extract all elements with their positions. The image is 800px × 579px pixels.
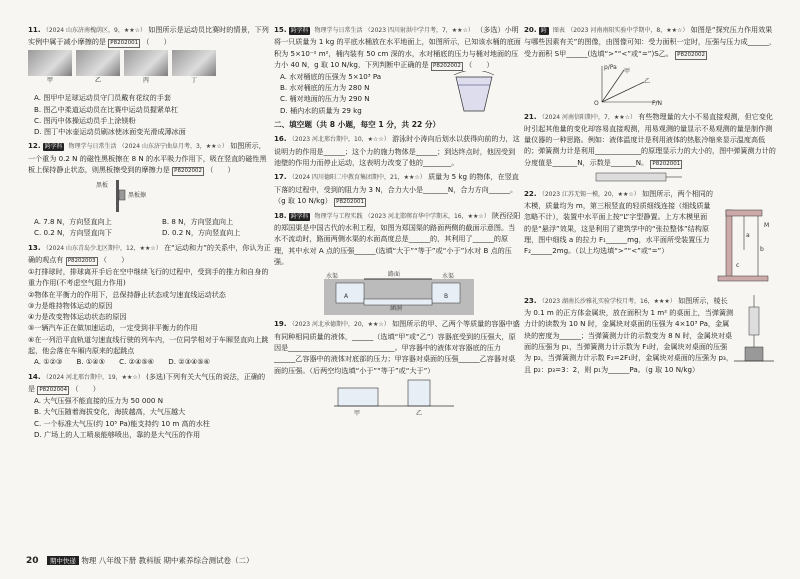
- top-beam: [726, 210, 762, 216]
- metal-block: [745, 347, 763, 361]
- question-text: 游泳时小涛向后划水以获得向前的力，这说明力的作用是______；这个力的施力物体是______；到达终点时，他因受到池壁的作用力而停止运动，这表明力改变了他的________。: [274, 134, 520, 167]
- point-b-label: B: [444, 293, 449, 301]
- question-source: （2024 四川德阳二中教育集团期中，21，★★☆）: [288, 174, 426, 182]
- column-left: [28, 24, 272, 443]
- statement: ②物体在平衡力的作用下，总保持静止状态或匀速直线运动状态: [28, 289, 226, 299]
- question-21: [524, 111, 776, 185]
- containers-figure: [334, 378, 522, 418]
- question-code: P8202001: [652, 160, 681, 167]
- statement: ①打排球时，排球离开手后在空中继续飞行的过程中，受到手的推力和自身的重力作用(不考虑空气阻力作用): [28, 266, 269, 288]
- options: A. ①②③ B. ①④⑤ C. ②④⑤⑥ D. ②③④⑤⑥: [34, 357, 211, 367]
- question-17: [274, 171, 522, 207]
- blackboard-label: 黑板: [96, 182, 109, 190]
- statement: ⑥在一列沿平直轨道匀速直线行驶的列车内，一位同学相对于车厢竖直向上跳起，他会落在车厢内原来的起跳点: [28, 334, 269, 356]
- question-source: （2024 山东济南槐荫区，9，★★☆）: [42, 27, 146, 34]
- label-b: b: [760, 245, 764, 253]
- answer-blank: （ ）: [71, 383, 100, 393]
- right-channel-label: 水渠: [442, 273, 455, 281]
- culvert-label: 涵洞: [390, 305, 403, 313]
- option: B. 水对桶底的压力为 280 N: [280, 83, 370, 93]
- origin-label: O: [594, 99, 599, 107]
- option: D. 广场上的人工喷泉能够喷出，靠的是大气压的作用: [34, 429, 201, 439]
- question-19: [274, 318, 522, 417]
- question-11: [28, 24, 272, 137]
- option: A. 大气压强不能直接的压力为 50 000 N: [34, 395, 163, 405]
- question-code: P8202002: [677, 51, 705, 58]
- bucket-handle: [454, 71, 494, 75]
- question-number: 19.: [274, 319, 287, 329]
- label-a: a: [746, 231, 750, 239]
- line-yi: [602, 82, 644, 102]
- left-channel-label: 水渠: [326, 273, 339, 281]
- question-number: 15.: [274, 25, 287, 34]
- bucket-shape: [456, 77, 492, 111]
- spring-block-diagram: [734, 295, 774, 375]
- question-number: 14.: [28, 371, 41, 381]
- option: C. 桶对地面的压力为 290 N: [280, 94, 370, 104]
- eraser-label: 黑板擦: [128, 192, 147, 200]
- question-text: 如图是“探究压力作用效果与哪些因素有关”的图像，由图像可知：受力面积一定时，压强与压力成______，受力面积 S甲______(选填“>”“<”或“=”)S乙。: [524, 25, 776, 58]
- point-a-label: A: [344, 293, 349, 301]
- sports-photos: [28, 50, 272, 90]
- y-axis-label: p/Pa: [604, 63, 617, 71]
- blackboard-figure: [28, 178, 272, 214]
- statement: ④力是改变物体运动状态的原因: [28, 312, 127, 322]
- series-yi-label: 乙: [644, 77, 651, 85]
- option: B. 图乙中柔道运动员在比赛中运动员握紧单杠: [34, 104, 179, 114]
- question-text: 如图所示，一个重为 0.2 N 的磁性黑板擦在 8 N 的水平吸力作用下，吸在竖直的磁性黑板上保持静止状态，则黑板擦受到的摩擦力是: [28, 141, 267, 175]
- series-jia-label: 甲: [624, 67, 631, 75]
- page-footer: [26, 555, 253, 566]
- bucket-diagram: [444, 71, 504, 115]
- question-text: 质量为 5 kg 的物体，在竖直下落的过程中，受到的阻力为 3 N，合力大小是_______N，合力方向______。（g 取 10 N/kg）: [274, 172, 519, 205]
- subject-tag: 跨: [540, 28, 547, 34]
- eraser-shape: [119, 190, 125, 200]
- containers-diagram: [334, 378, 454, 410]
- photo-goalkeeper-glove: 甲: [28, 50, 72, 76]
- question-source: （2024 山东青岛少北区期中，12，★★☆）: [42, 244, 162, 252]
- question-number: 18.: [274, 210, 287, 220]
- question-source: （2023 江苏无锡一模，20，★★☆）: [538, 190, 640, 198]
- blackboard-shape: [116, 180, 119, 212]
- question-number: 17.: [274, 172, 287, 182]
- option: D. 0.2 N，方向竖直向上: [162, 228, 241, 238]
- edition-label: 教科版: [138, 556, 162, 565]
- options-row: [28, 216, 272, 227]
- container-yi-label: 乙: [416, 409, 423, 417]
- option: C. 图丙中体操运动员手上涂镁粉: [34, 115, 136, 125]
- subject-tag: 跨学科: [290, 213, 309, 220]
- answer-blank: （ ）: [142, 37, 171, 47]
- spring-scale: [749, 307, 759, 335]
- question-source: （2024 河南信阳期中，7，★★☆）: [538, 113, 636, 121]
- photo-gymnast-chalk: 丙: [124, 50, 168, 76]
- question-source: （2023 河南南阳实验中学期中，8，★★☆）: [567, 27, 689, 34]
- spring-scale-svg: [594, 171, 684, 183]
- question-source: （2023 河北邢台期中，10，★☆☆）: [288, 136, 390, 144]
- container-yi: [408, 380, 430, 406]
- option: B. 8 N，方向竖直向上: [162, 217, 234, 227]
- question-number: 13.: [28, 242, 41, 252]
- q23-body: [524, 295, 776, 375]
- question-14: [28, 371, 272, 440]
- tag-label: 物理学与日常生活: [314, 27, 363, 34]
- question-text: 在“运动和力”的关系中，你认为正确的观点有: [28, 242, 271, 264]
- question-code: P8202003: [67, 257, 96, 264]
- question-text: 如图所示，棱长为 0.1 m 的正方体金属块，放在面积为 1 m² 的桌面上，当弹簧测力计的读数为 10 N 时，金属块对桌面的压强为 4×10³ Pa，金属块的密度为______；当弹簧测力计的示数变为 8 N 时，金属块对桌面的压强为 p₁，当弹簧测力计示数为 F₁时，金属块对桌面的压强为 p₂，当弹簧测力计示数 F₂=2F₁时，金属块对桌面的压强为 p₃，且 p₂：p₃=3：2，则 p₁为______Pa。（g 取 10 N/kg）: [524, 295, 734, 374]
- question-text: 如图所示，两个相同的木模，质量均为 m，第三根竖直的轻质细线连接（细线质量忽略不计），装置中水平面上按“L”字型静置。上方木模里面的是“悬浮”效果，这是利用了建筑学中的“张拉整体”结构原理，图中细线 a 的拉力 F₁______mg，水平面所受装置压力 F₂______2mg。（以上均选填“>”“<”或“=”）: [524, 188, 713, 256]
- question-source: （2023 四川射洪中学月考，7，★★☆）: [364, 27, 474, 34]
- question-text: 有些物理量的大小不易直接观测，但它变化时引起其他量的变化却容易直接观测，用易观测的量显示不易观测的量是制作测量仪器的一种思路。例如：液体温度计是利用液体的热胀冷缩来显示温度高低的；弹簧测力计是利用_____________的原理显示力的大小的，图中弹簧测力计的分度值是_______N，示数是_______N。: [524, 111, 776, 167]
- x-axis-label: F/N: [652, 99, 662, 107]
- option: C. 0.2 N，方向竖直向下: [34, 228, 112, 238]
- series-name: 期中快递: [47, 556, 79, 565]
- question-code: P8202001: [336, 198, 364, 205]
- question-16: [274, 133, 522, 168]
- question-18: [274, 210, 522, 315]
- option: A. 水对桶底的压强为 5×10³ Pa: [280, 71, 382, 81]
- question-text: 如图所示的甲、乙两个等质量的容器中盛有同种相同质量的液体，______（选填“甲”或“乙”）容器底受到的压强大，原因是______________________________。甲容器中的液体对容器底的压力______乙容器中的液体对底部的压力；甲容器对桌面的压强______乙容器对桌面的压强。（后两空均选填“小于”“等于”或“大于”）: [274, 319, 520, 375]
- subject-tag: 跨学科: [44, 144, 63, 151]
- option: C. 一个标准大气压(约 10⁵ Pa)能支持约 10 m 高的水柱: [34, 418, 210, 428]
- question-number: 11.: [28, 25, 41, 34]
- question-text: （多选）小明将一只质量为 1 kg 的平底水桶放在水平地面上，如图所示，已知该水桶的底面积为 5×10⁻² m²，桶内装有 50 cm 深的水，水对桶底的压力与桶对地面的压力小 40 N，g 取 10 N/kg，下列判断中正确的是: [274, 25, 521, 69]
- option: D. 图丁中冰壶运动员刷冰使冰面变光滑成薄冰面: [34, 127, 186, 137]
- question-source: （2024 河北邢台期中，19，★★☆）: [42, 373, 144, 381]
- spring-scale-body: [596, 173, 666, 181]
- question-number: 20.: [524, 25, 537, 34]
- tensegrity-figure: [714, 190, 774, 290]
- question-number: 22.: [524, 188, 537, 198]
- question-22: [524, 188, 776, 292]
- base-beam: [718, 276, 768, 281]
- statement: ③力是维持物体运动的原因: [28, 300, 113, 310]
- tag-label: 图表: [552, 27, 565, 34]
- answer-blank: （ ）: [465, 59, 494, 69]
- question-12: [28, 140, 272, 238]
- canal-figure: [324, 269, 522, 315]
- question-number: 23.: [524, 295, 537, 305]
- question-code: P8202001: [110, 40, 139, 47]
- page-number: 20: [26, 556, 39, 566]
- container-jia-label: 甲: [354, 409, 361, 417]
- question-text: 如图所示是运动员比赛时的情景，下列实例中属于减小摩擦的是: [28, 25, 269, 47]
- section-heading: 二、填空题（共 8 小题，每空 1 分，共 22 分）: [274, 120, 441, 130]
- option: A. 7.8 N，方向竖直向上: [34, 217, 112, 227]
- question-number: 12.: [28, 141, 41, 151]
- photo-judo: 乙: [76, 50, 120, 76]
- answer-blank: （ ）: [99, 254, 129, 264]
- options-row: [28, 227, 272, 238]
- question-source: （2023 湖南长沙雅礼实验学校月考，16，★★★）: [538, 297, 676, 305]
- statement: ⑤一辆汽车正在做加速运动，一定受到非平衡力的作用: [28, 323, 198, 333]
- road-label: 路面: [388, 271, 401, 279]
- tag-label: 物理学与日常生活: [68, 143, 117, 151]
- question-code: P8202002: [174, 168, 202, 175]
- question-23: [524, 295, 776, 375]
- option: B. 大气压随着海拔变化，海拔越高，大气压越大: [34, 407, 186, 417]
- q15-options: [274, 71, 444, 116]
- question-source: （2023 河北承德期中，20，★★☆）: [288, 321, 390, 329]
- q23-text: [524, 295, 734, 375]
- question-15: [274, 24, 522, 116]
- question-text: (多选)下列有关大气压的说法，正确的是: [28, 371, 266, 393]
- question-code: P8202004: [39, 386, 68, 393]
- question-number: 16.: [274, 134, 287, 144]
- question-source: （2023 河北邯郸育华中学期末，16，★★☆）: [364, 212, 490, 220]
- subject-tag: 跨学科: [290, 28, 309, 34]
- q22-text: [524, 188, 714, 292]
- question-13: [28, 242, 272, 368]
- answer-blank: （ ）: [206, 165, 235, 175]
- tensegrity-svg: [714, 190, 774, 290]
- q15-body: [274, 71, 522, 116]
- test-title: 期中素养综合测试卷（二）: [163, 556, 254, 565]
- subject-label: 物理: [81, 556, 97, 565]
- q22-body: [524, 188, 776, 292]
- column-right: [524, 24, 776, 378]
- option: D. 桶内水的质量为 29 kg: [280, 105, 362, 115]
- column-middle: [274, 24, 522, 421]
- question-number: 21.: [524, 111, 537, 121]
- container-jia: [338, 388, 378, 406]
- spring-scale-figure: [594, 171, 776, 185]
- tag-label: 物理学与工程实践: [314, 212, 363, 220]
- upright-post: [726, 210, 732, 280]
- label-m: M: [764, 221, 770, 229]
- grade-label: 八年级下册: [98, 556, 137, 565]
- option: A. 图甲中足球运动员守门员戴有花纹的手套: [34, 93, 171, 103]
- photo-curling: 丁: [172, 50, 216, 76]
- left-channel: [336, 283, 364, 303]
- question-code: P8202002: [433, 62, 461, 69]
- pressure-graph: [594, 62, 776, 108]
- line-jia: [602, 70, 624, 102]
- question-text: 陕西径阳的郑国渠是中国古代的水利工程，如图为郑国渠的路面两侧的截面示意图。当水不流动时，路面两侧水渠的水面高度总是______的，其利用了______的原理，其中水对 A 点的压强______(选填“大于”“等于”或“小于”)水对 B 点的压强。: [274, 210, 521, 267]
- question-20: [524, 24, 776, 108]
- question-source: （2024 山东济宁曲阜月考，3，★★☆）: [118, 143, 228, 151]
- label-c: c: [736, 261, 740, 269]
